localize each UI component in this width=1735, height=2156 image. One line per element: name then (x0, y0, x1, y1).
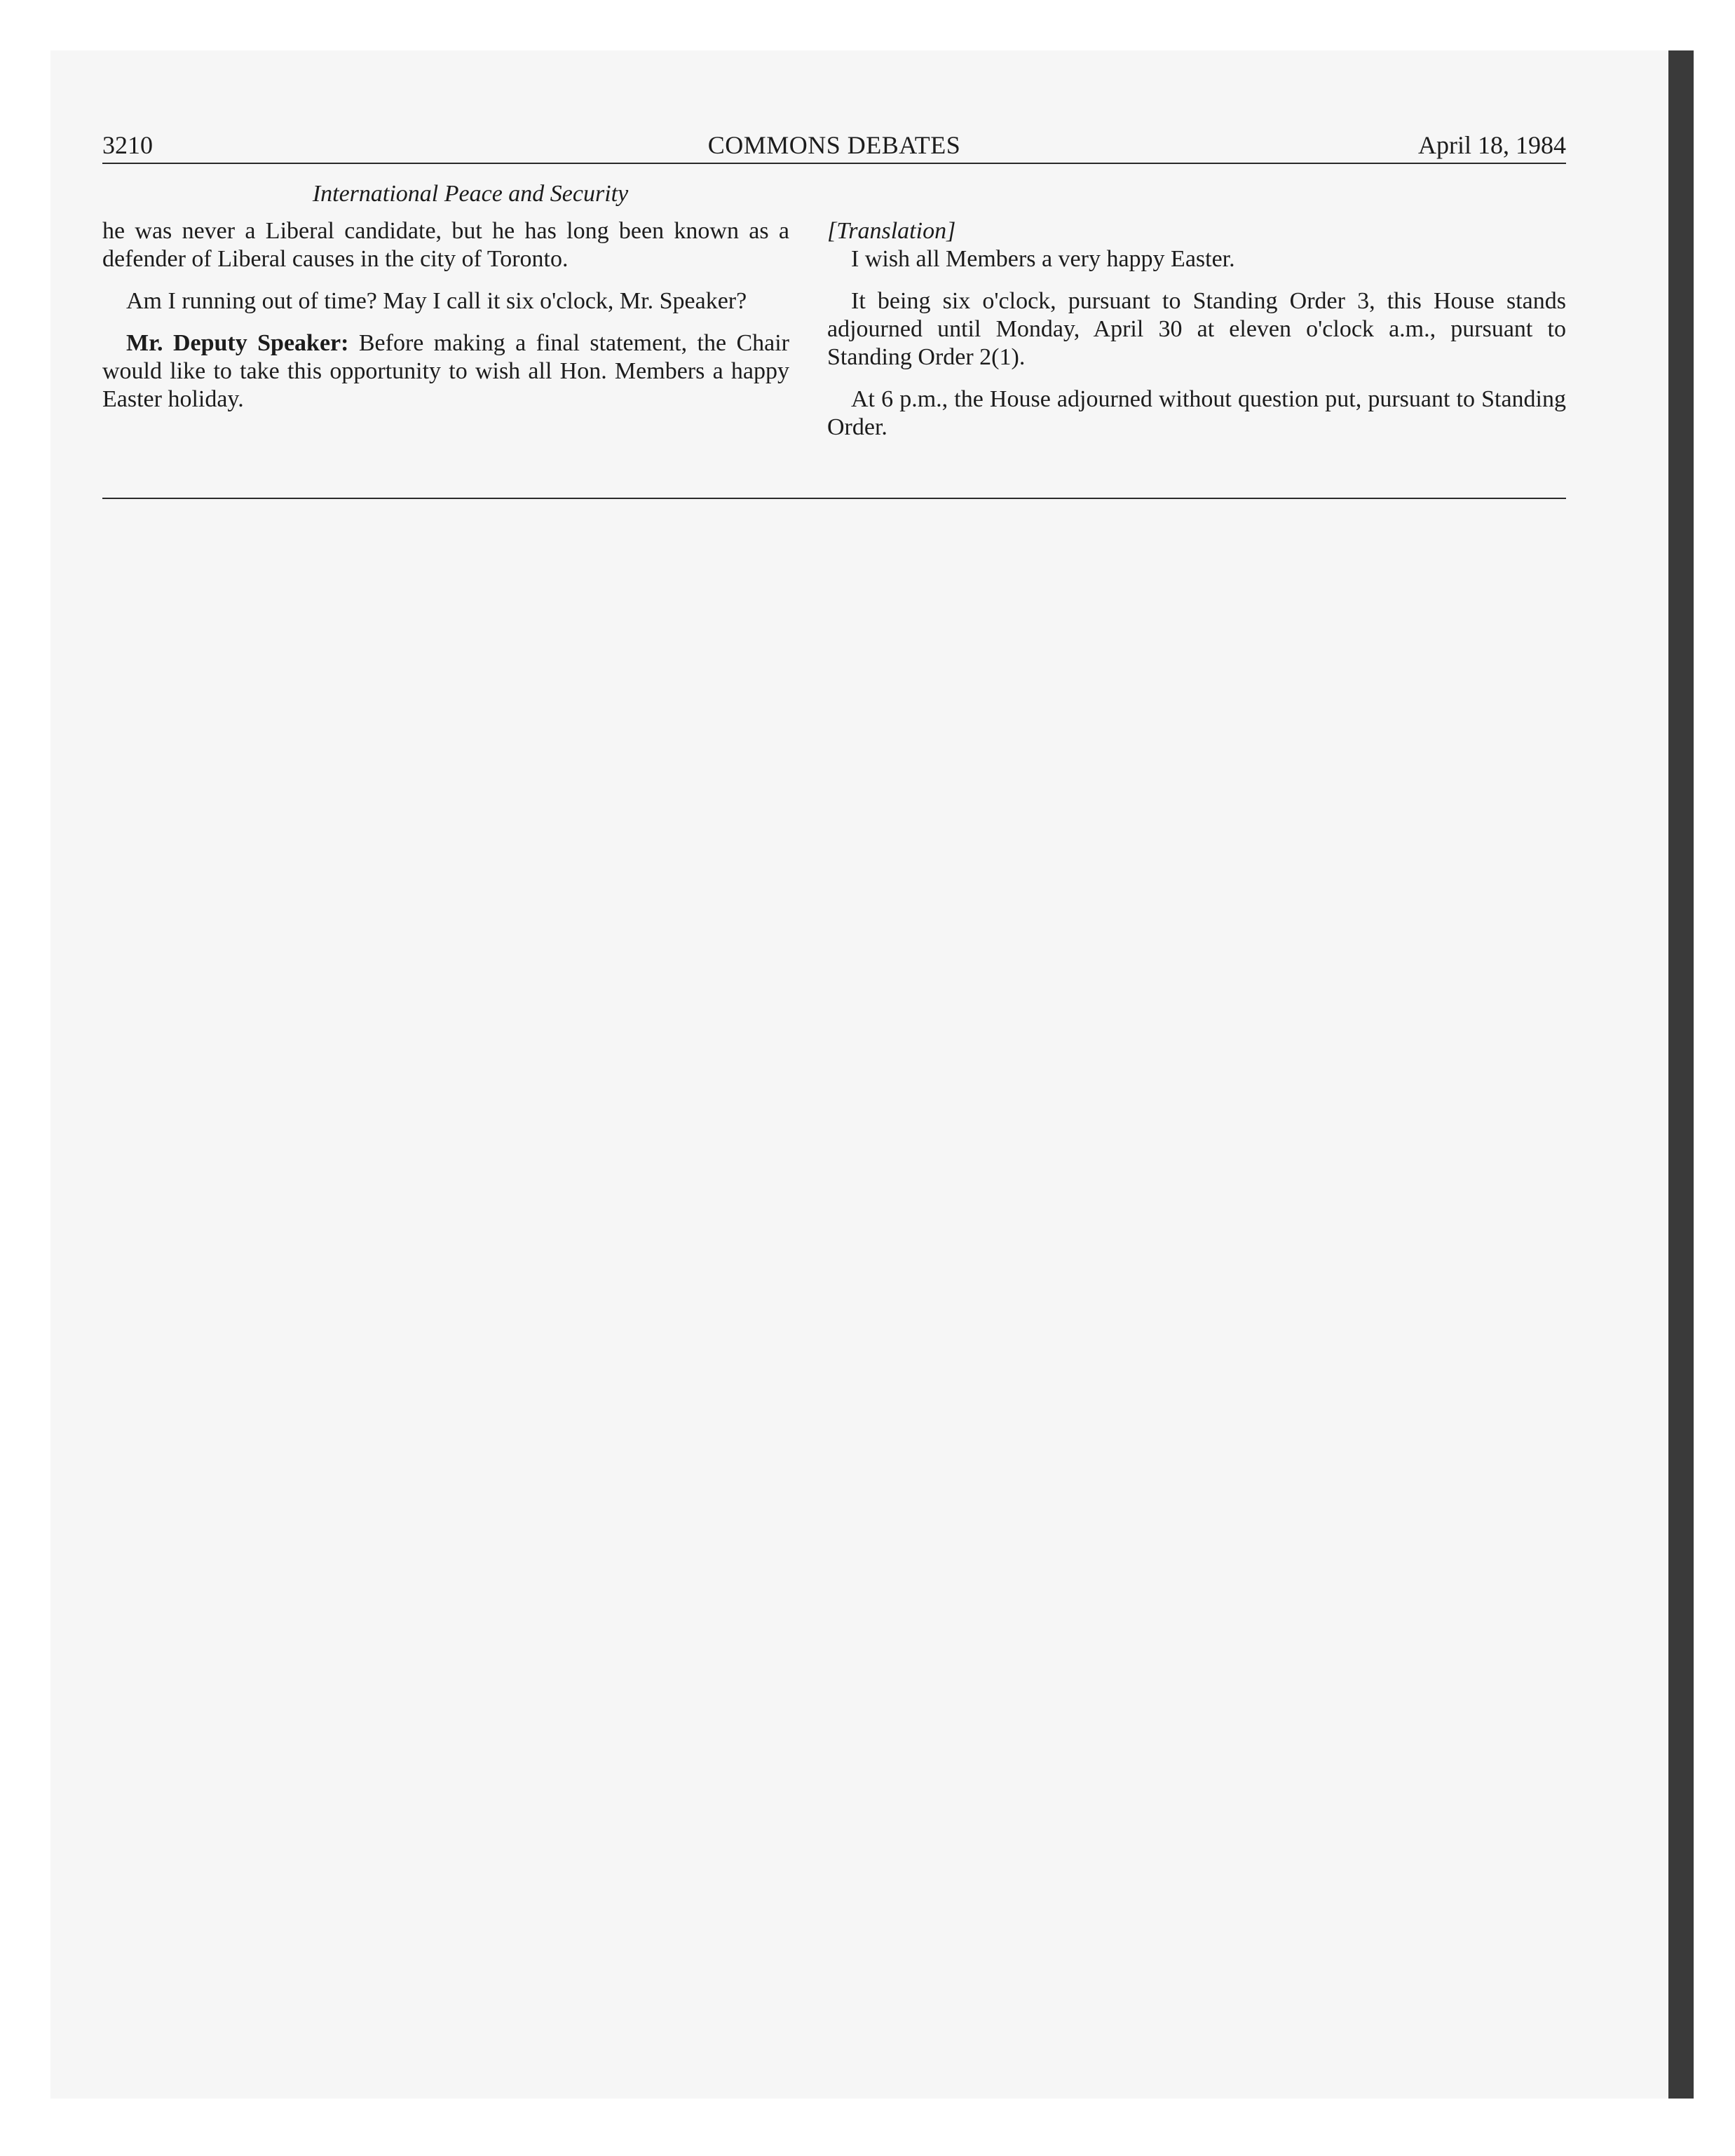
right-column (827, 217, 1566, 456)
running-head (102, 128, 1566, 163)
speech-text: Before making a final statement, the Chair would like to take this opportunity to wish all Hon. Members a happy Easter holiday. (102, 330, 789, 412)
left-column (102, 217, 789, 428)
header-rule (102, 163, 1566, 164)
publication-title: COMMONS DEBATES (707, 131, 961, 159)
end-rule (102, 498, 1566, 499)
speaker-name: Mr. Deputy Speaker: (126, 330, 349, 356)
paragraph: At 6 p.m., the House adjourned without question put, pursuant to Standing Order. (827, 386, 1566, 440)
translation-tag: [Translation] (827, 218, 956, 244)
page-number: 3210 (102, 131, 153, 159)
paragraph: I wish all Members a very happy Easter. (851, 246, 1235, 272)
paragraph (102, 329, 789, 414)
paragraph: he was never a Liberal candidate, but he has long been known as a defender of Liberal causes in the city of Toronto. (102, 218, 789, 272)
paragraph: Am I running out of time? May I call it six o'clock, Mr. Speaker? (126, 288, 747, 314)
section-title: International Peace and Security (312, 181, 629, 207)
issue-date: April 18, 1984 (1418, 131, 1566, 159)
paragraph: It being six o'clock, pursuant to Standing Order 3, this House stands adjourned until Monday, April 30 at eleven o'clock a.m., pursuant to Standing Order 2(1). (827, 288, 1566, 370)
page-spine-shadow (1668, 50, 1694, 2099)
